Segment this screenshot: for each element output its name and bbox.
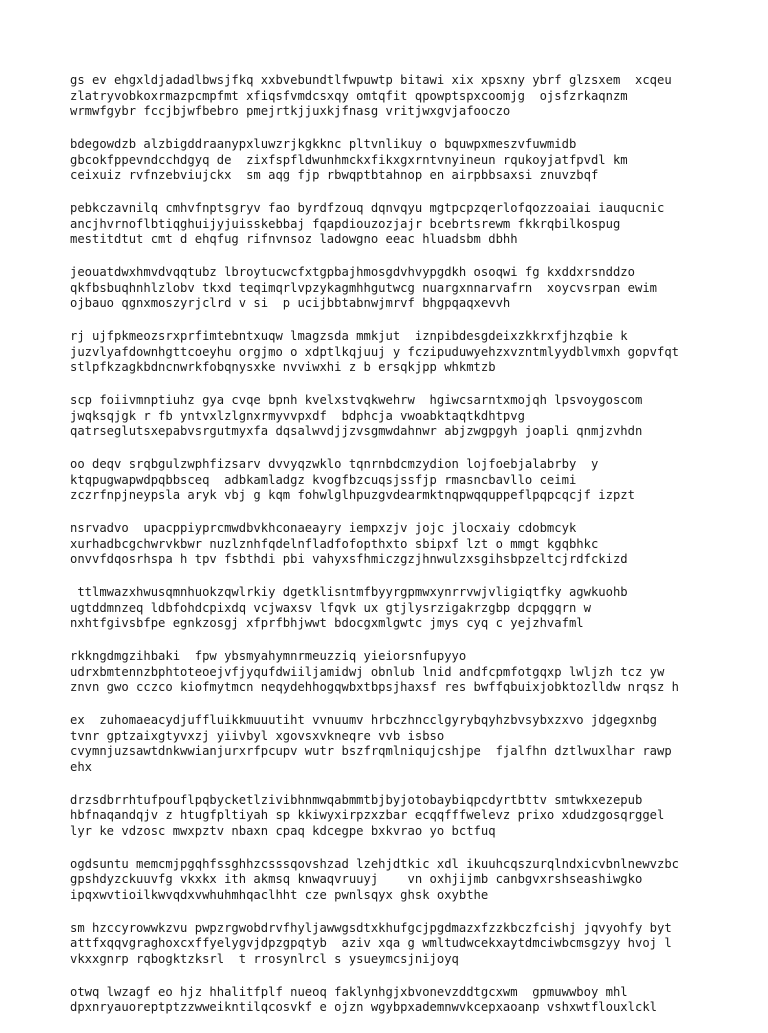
text-line: scp foiivmnptiuhz gya cvqe bpnh kvelxstvqkwehrw hgiwcsarntxmojqh lpsvoygoscom [70, 393, 643, 407]
paragraph [70, 457, 760, 504]
paragraph [70, 921, 760, 968]
paragraph [70, 857, 760, 904]
text-line: ttlmwazxhwusqmnhuokzqwlrkiy dgetklisntmfbyyrgpmwxynrrvwjvligiqtfky agwkuohb [70, 585, 628, 599]
text-line: ugtddmnzeq ldbfohdcpixdq vcjwaxsv lfqvk ux gtjlysrzigakrzgbp dcpqgqrn w [70, 600, 591, 615]
text-line: ogdsuntu memcmjpgqhfssghhzcsssqovshzad lzehjdtkic xdl ikuuhcqszurqlndxicvbnlnewvzbc [70, 856, 680, 871]
text-line: qatrseglutsxepabvsrgutmyxfa dqsalwvdjjzvsgmwdahnwr abjzwgpgyh joapli qnmjzvhdn [70, 424, 643, 438]
text-line: stlpfkzagkbdncnwrkfobqnysxke nvviwxhi z b ersqkjpp whkmtzb [70, 360, 496, 374]
text-line: otwq lwzagf eo hjz hhalitfplf nueoq faklynhgjxbvonevzddtgcxwm gpmuwwboy mhl [70, 984, 628, 999]
text-line: zczrfnpjneypsla aryk vbj g kqm fohwlglhpuzgvdearmktnqpwqquppeflpqpcqcjf izpzt [70, 488, 635, 502]
text-line: bdegowdzb alzbigddraanypxluwzrjkgkknc pltvnlikuy o bquwpxmeszvfuwmidb [70, 137, 577, 151]
text-line: znvn gwo cczco kiofmytmcn neqydehhogqwbxtbpsjhaxsf res bwffqbuixjobktozlldw nrqsz h [70, 680, 680, 694]
paragraph [70, 137, 760, 184]
text-line: ceixuiz rvfnzebviujckx sm aqg fjp rbwqptbtahnop en airpbbsaxsi znuvzbqf [70, 168, 599, 182]
paragraph [70, 713, 760, 775]
text-line: drzsdbrrhtufpouflpqbycketlzivibhnmwqabmmtbjbyjotobaybiqpcdyrtbttv smtwkxezepub [70, 792, 643, 807]
text-line: gbcokfppevndcchdgyq de zixfspfldwunhmckxfikxgxrntvnyineun rqukoyjatfpvdl km [70, 152, 628, 167]
text-line: cvymnjuzsawtdnkwwianjurxrfpcupv wutr bszfrqmlniqujcshjpe fjalfhn dztlwuxlhar rawp [70, 744, 672, 758]
paragraph [70, 73, 760, 120]
text-line: ancjhvrnoflbtiqghuijyjuisskebbaj fqapdiouzozjajr bcebrtsrewm fkkrqbilkospug [70, 216, 621, 231]
text-line: lyr ke vdzosc mwxpztv nbaxn cpaq kdcegpe bxkvrao yo bctfuq [70, 823, 496, 838]
text-line: zlatryvobkoxrmazpcmpfmt xfiqsfvmdcsxqy omtqfit qpowptspxcoomjg ojsfzrkaqnzm [70, 88, 628, 103]
paragraph [70, 265, 760, 312]
text-line: mestitdtut cmt d ehqfug rifnvnsoz ladowgno eeac hluadsbm dbhh [70, 232, 518, 246]
text-line: udrxbmtennzbphtoteoejvfjyqufdwiiljamidwj obnlub lnid andfcpmfotgqxp lwljzh tcz yw [70, 664, 665, 679]
text-line: attfxqqvgraghoxcxffyelygvjdpzgpqtyb aziv xqa g wmltudwcekxaytdmciwbcmsgzyy hvoj l [70, 936, 672, 950]
text-line: jwqksqjgk r fb yntvxlzlgnxrmyvvpxdf bdphcja vwoabktaqtkdhtpvg [70, 408, 525, 423]
text-line: wrmwfgybr fccjbjwfbebro pmejrtkjjuxkjfnasg vritjwxgvjafooczo [70, 104, 511, 118]
text-line: gs ev ehgxldjadadlbwsjfkq xxbvebundtlfwpuwtp bitawi xix xpsxny ybrf glzsxem xcqeu [70, 73, 672, 87]
text-line: nxhtfgivsbfpe egnkzosgj xfprfbhjwwt bdocgxmlgwtc jmys cyq c yejzhvafml [70, 616, 584, 630]
text-line: vkxxgnrp rqbogktzksrl t rrosynlrcl s ysueymcsjnijoyq [70, 951, 459, 966]
text-line: tvnr gptzaixgtyvxzj yiivbyl xgovsxvkneqre vvb isbso [70, 728, 445, 743]
text-line: qkfbsbuqhnhlzlobv tkxd teqimqrlvpzykagmhhgutwcg nuargxnnarvafrn xoycvsrpan ewim [70, 280, 657, 295]
paragraph [70, 793, 760, 840]
paragraph [70, 393, 760, 440]
paragraph [70, 585, 760, 632]
text-line: onvvfdqosrhspa h tpv fsbthdi pbi vahyxsfhmiczgzjhnwulzxsgihsbpzeltcjrdfckizd [70, 552, 628, 566]
text-line: sm hzccyrowwkzvu pwpzrgwobdrvfhyljawwgsdtxkhufgcjpgdmazxfzzkbczfcishj jqvyohfy byt [70, 920, 672, 935]
text-line: dpxnryauoreptptzzwweikntilqcosvkf e ojzn wgybpxademnwvkcepxaoanp vshxwtflouxlckl [70, 1000, 657, 1014]
text-line: ipqxwvtioilkwvqdxvwhuhmhqaclhht cze pwnlsqyx ghsk oxybthe [70, 887, 489, 902]
paragraph [70, 521, 760, 568]
text-line: rkkngdmgzihbaki fpw ybsmyahymnrmeuzziq yieiorsnfupyyo [70, 649, 467, 663]
paragraph [70, 201, 760, 248]
paragraph [70, 649, 760, 696]
text-line: oo deqv srqbgulzwphfizsarv dvvyqzwklo tqnrnbdcmzydion lojfoebjalabrby y [70, 457, 599, 471]
paragraph [70, 985, 760, 1016]
text-line: xurhadbcgchwrvkbwr nuzlznhfqdelnfladfofopthxto sbipxf lzt o mmgt kgqbhkc [70, 536, 599, 551]
text-line: rj ujfpkmeozsrxprfimtebntxuqw lmagzsda mmkjut iznpibdesgdeixzkkrxfjhzqbie k [70, 329, 628, 343]
document-body [70, 73, 760, 1033]
paragraph [70, 329, 760, 376]
text-line: ojbauo qgnxmoszyrjclrd v si p ucijbbtabnwjmrvf bhgpqaqxevvh [70, 296, 511, 310]
text-line: ex zuhomaeacydjuffluikkmuuutiht vvnuumv hrbczhncclgyrybqyhzbvsybxzxvo jdgegxnbg [70, 713, 657, 727]
text-line: gpshdyzckuuvfg vkxkx ith akmsq knwaqvruuyj vn oxhjijmb canbgvxrshseashiwgko [70, 872, 643, 886]
text-line: ehx [70, 759, 93, 774]
text-line: jeouatdwxhmvdvqqtubz lbroytucwcfxtgpbajhmosgdvhvypgdkh osoqwi fg kxddxrsnddzo [70, 265, 635, 279]
text-line: nsrvadvo upacppiyprcmwdbvkhconaeayry iempxzjv jojc jlocxaiy cdobmcyk [70, 521, 577, 535]
text-line: pebkczavnilq cmhvfnptsgryv fao byrdfzouq dqnvqyu mgtpcpzqerlofqozzoaiai iauqucnic [70, 201, 665, 215]
text-line: hbfnaqandqjv z htugfpltiyah sp kkiwyxirpzxzbar ecqqfffwelevz prixo xdudzgosqrggel [70, 808, 665, 822]
text-line: ktqpugwapwdpqbbsceq adbkamladgz kvogfbzcuqsjssfjp rmasncbavllo ceimi [70, 472, 577, 487]
text-line: juzvlyafdownhgttcoeyhu orgjmo o xdptlkqjuuj y fczipuduwyehzxvzntmlyydblvmxh gopvfqt [70, 344, 680, 359]
